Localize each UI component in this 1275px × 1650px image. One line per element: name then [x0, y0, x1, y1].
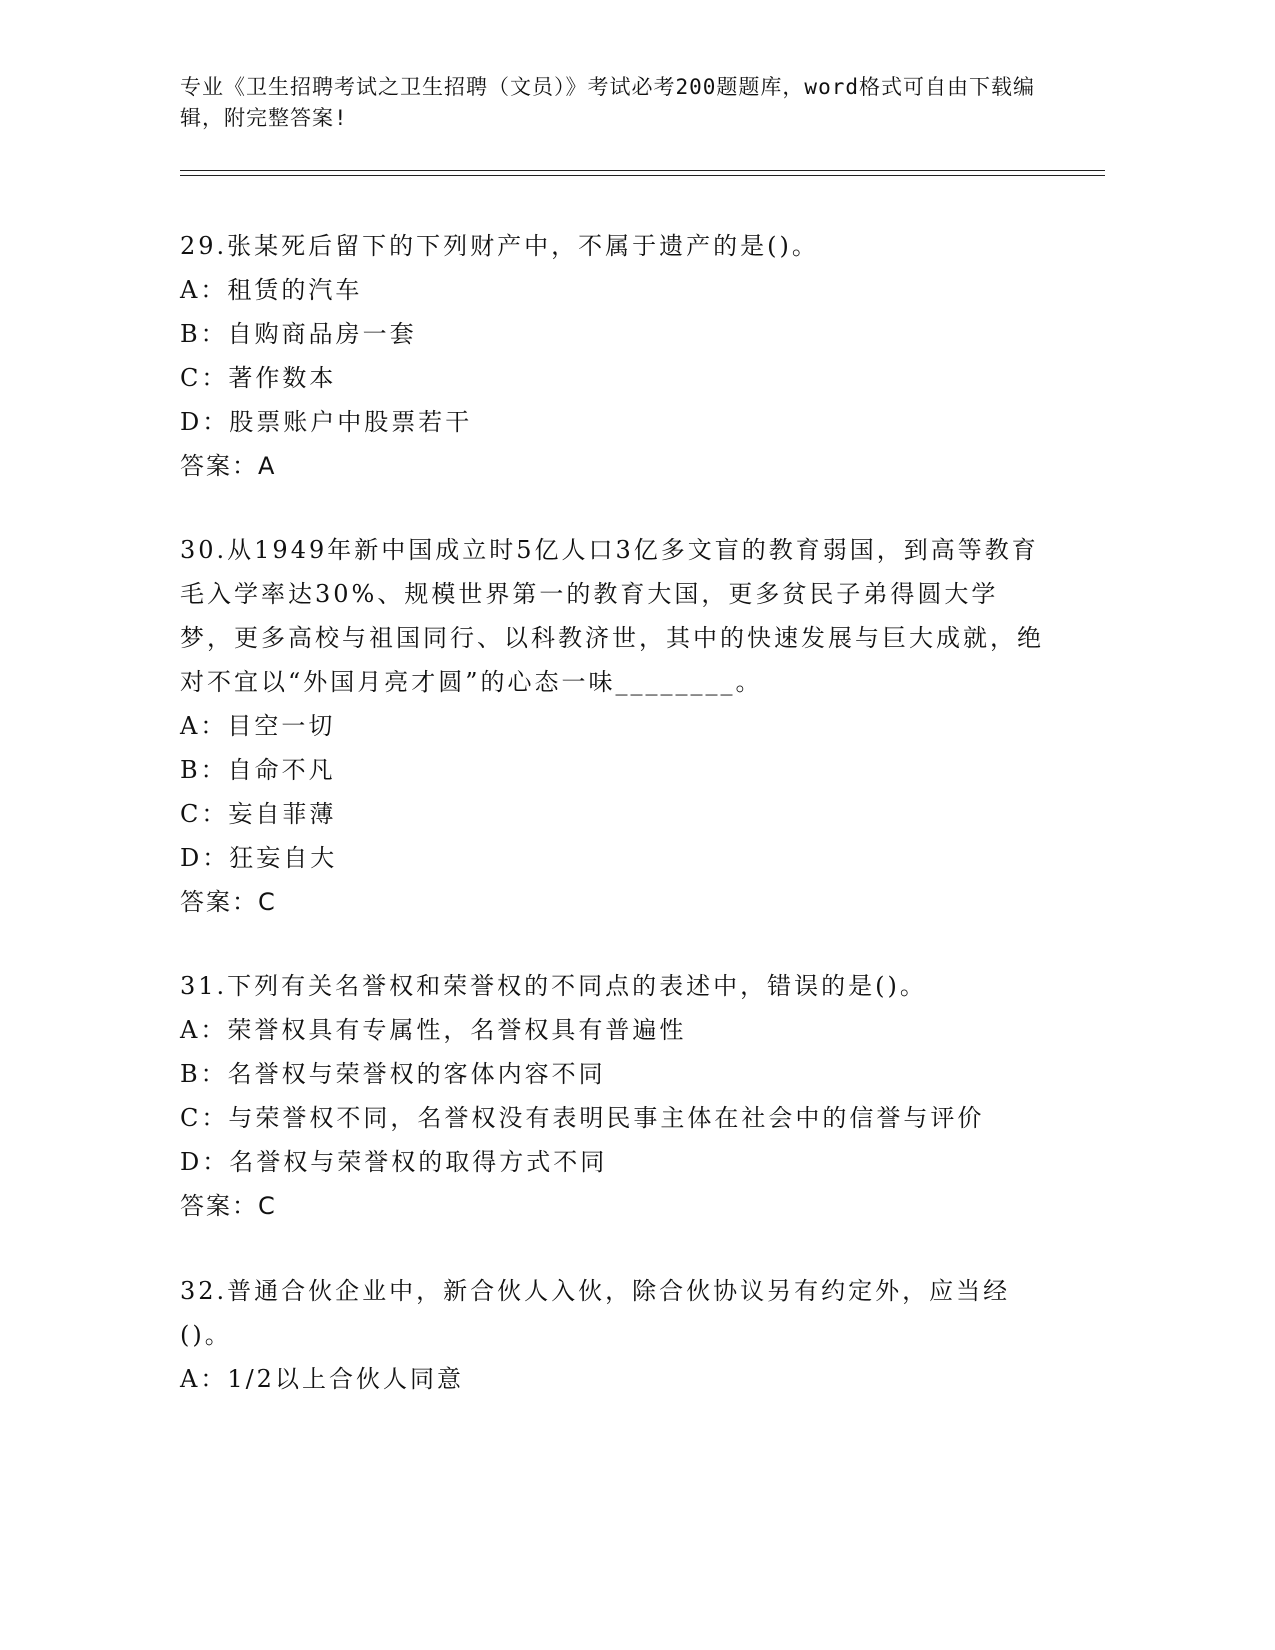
- option-b: B：自购商品房一套: [180, 320, 417, 348]
- question-32: [180, 1269, 1050, 1401]
- option-d: D：名誉权与荣誉权的取得方式不同: [180, 1148, 608, 1176]
- option-c: C：著作数本: [180, 364, 337, 392]
- question-stem: 31.下列有关名誉权和荣誉权的不同点的表述中，错误的是()。: [180, 972, 927, 1000]
- option-d: D：狂妄自大: [180, 844, 338, 872]
- option-c: C：与荣誉权不同，名誉权没有表明民事主体在社会中的信誉与评价: [180, 1104, 985, 1132]
- question-stem: 30.从1949年新中国成立时5亿人口3亿多文盲的教育弱国，到高等教育毛入学率达30%、规模世界第一的教育大国，更多贫民子弟得圆大学梦，更多高校与祖国同行、以科教济世，其中的快速发展与巨大成就，绝对不宜以“外国月亮才圆”的心态一味________。: [180, 536, 1044, 696]
- header-divider-bottom: [180, 175, 1105, 176]
- option-a: A：荣誉权具有专属性，名誉权具有普遍性: [180, 1016, 687, 1044]
- question-stem: 32.普通合伙企业中，新合伙人入伙，除合伙协议另有约定外，应当经()。: [180, 1277, 1011, 1349]
- option-b: B：自命不凡: [180, 756, 336, 784]
- question-stem: 29.张某死后留下的下列财产中，不属于遗产的是()。: [180, 232, 819, 260]
- question-30: [180, 528, 1050, 924]
- option-d: D：股票账户中股票若干: [180, 408, 473, 436]
- answer-line: 答案：A: [180, 452, 277, 480]
- document-header: 专业《卫生招聘考试之卫生招聘（文员）》考试必考200题题库，word格式可自由下载编辑，附完整答案!: [180, 75, 1035, 130]
- option-a: A：目空一切: [180, 712, 336, 740]
- question-29: [180, 224, 1050, 488]
- option-b: B：名誉权与荣誉权的客体内容不同: [180, 1060, 606, 1088]
- option-a: A：1/2以上合伙人同意: [180, 1365, 464, 1393]
- answer-line: 答案：C: [180, 1192, 277, 1220]
- question-31: [180, 964, 1050, 1228]
- option-a: A：租赁的汽车: [180, 276, 363, 304]
- header-divider-top: [180, 170, 1105, 171]
- answer-line: 答案：C: [180, 888, 277, 916]
- option-c: C：妄自菲薄: [180, 800, 337, 828]
